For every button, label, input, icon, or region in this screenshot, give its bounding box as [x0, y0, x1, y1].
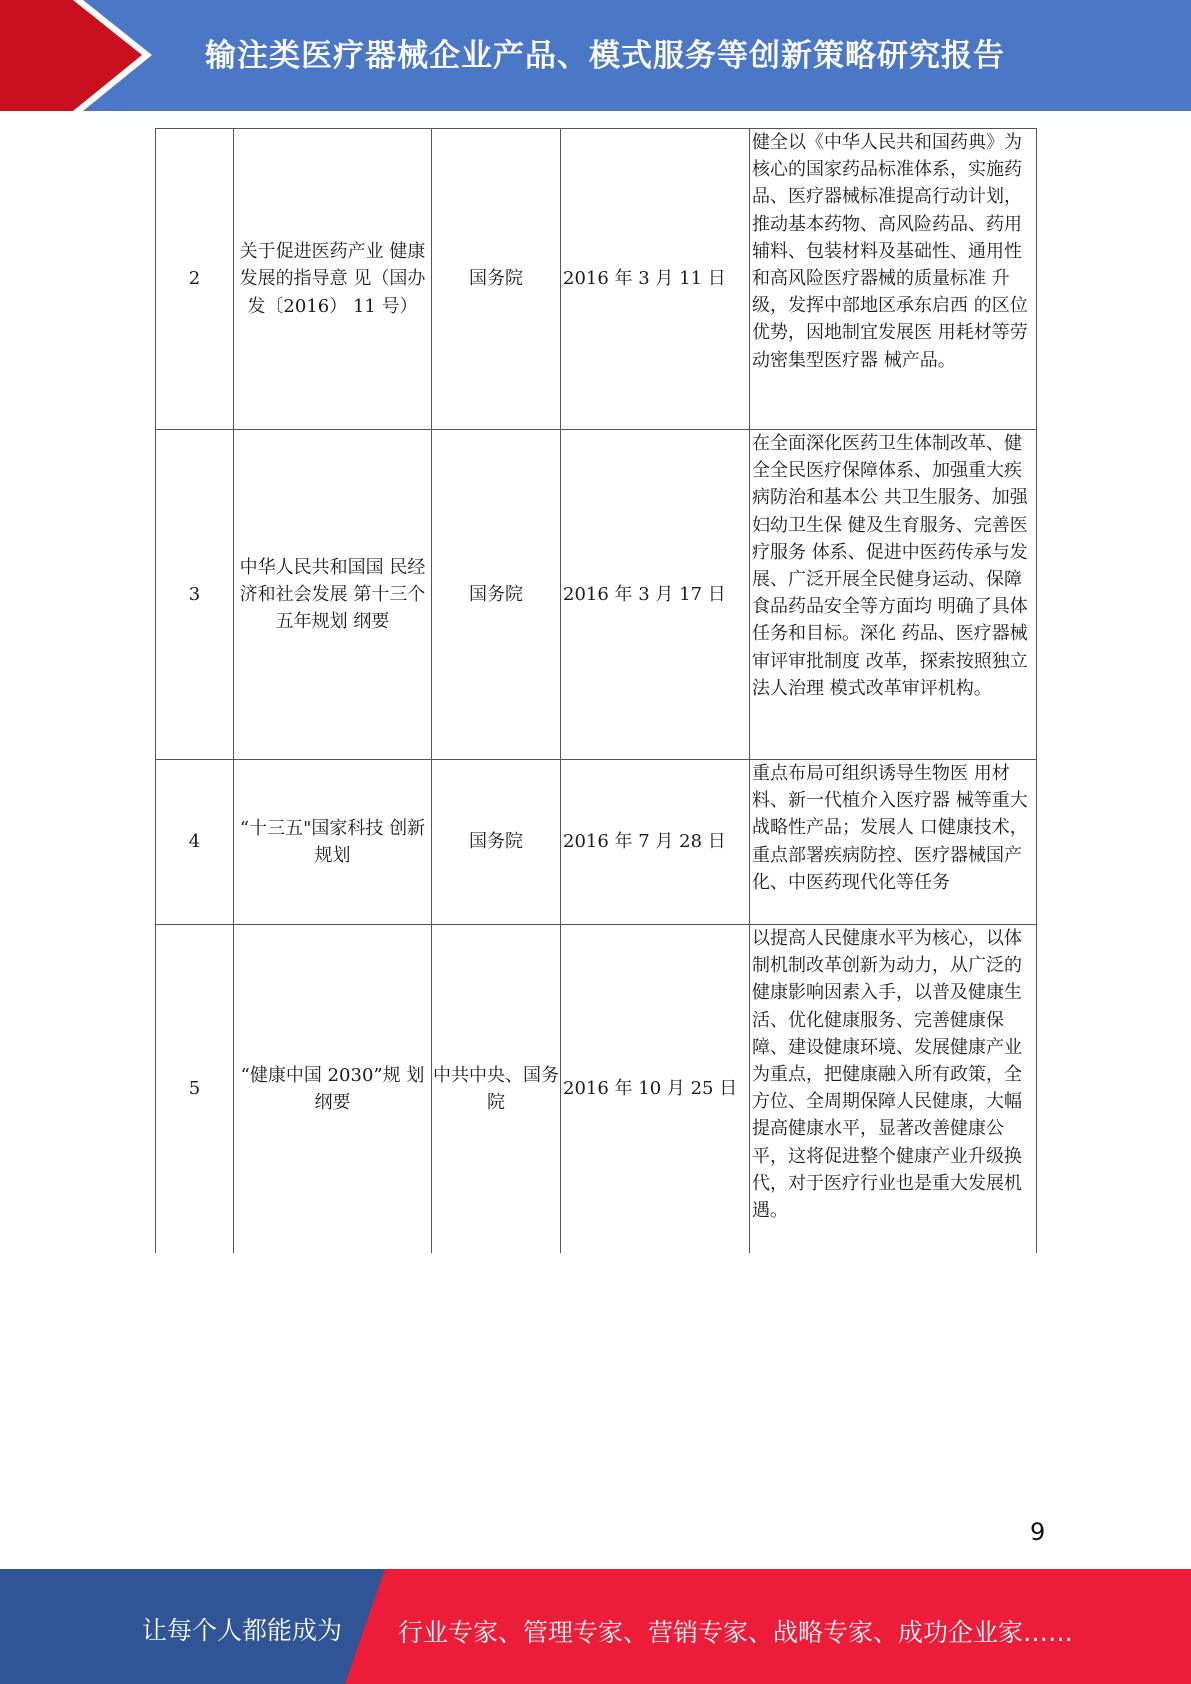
policy-name: 中华人民共和国国 民经济和社会发展 第十三个五年规划 纲要: [234, 430, 432, 760]
policy-name: 关于促进医药产业 健康发展的指导意 见（国办发〔2016） 11 号）: [234, 129, 432, 430]
page-footer: [0, 1569, 1191, 1684]
report-title: 输注类医疗器械企业产品、模式服务等创新策略研究报告: [205, 38, 1005, 74]
issue-date: 2016 年 7 月 28 日: [561, 760, 750, 925]
policy-content: 在全面深化医药卫生体制改革、健全全民医疗保障体系、加强重大疾病防治和基本公 共卫生服务、加强妇幼卫生保 健及生育服务、完善医疗服务 体系、促进中医药传承与发 展、广泛开展全民健身运动、保障食品药品安全等方面均 明确了具体任务和目标。深化 药品、医疗器械审评审批制度 改革，探索按照独立法人治理 模式改革审评机构。: [750, 430, 1037, 760]
page-number: 9: [1030, 1518, 1046, 1546]
header-red-chevron: [0, 0, 142, 111]
issuing-organization: 国务院: [432, 430, 561, 760]
policy-content: 健全以《中华人民共和国药典》为核心的国家药品标准体系，实施药品、医疗器械标准提高行动计划，推动基本药物、高风险药品、药用辅料、包装材料及基础性、通用性和高风险医疗器械的质量标准 升级，发挥中部地区承东启西 的区位优势，因地制宜发展医 用耗材等劳动密集型医疗器 械产品。: [750, 129, 1037, 430]
issue-date: 2016 年 10 月 25 日: [561, 925, 750, 1253]
policy-name: “十三五"国家科技 创新规划: [234, 760, 432, 925]
table-row: [156, 129, 1037, 430]
row-number: 5: [156, 925, 234, 1253]
policy-table: [155, 128, 1037, 1253]
policy-name: “健康中国 2030”规 划纲要: [234, 925, 432, 1253]
policy-content: 以提高人民健康水平为核心，以体制机制改革创新为动力，从广泛的健康影响因素入手，以普及健康生活、优化健康服务、完善健康保障、建设健康环境、发展健康产业为重点，把健康融入所有政策，全方位、全周期保障人民健康，大幅提高健康水平，显著改善健康公平，这将促进整个健康产业升级换代，对于医疗行业也是重大发展机遇。: [750, 925, 1037, 1253]
policy-content: 重点布局可组织诱导生物医 用材料、新一代植介入医疗器 械等重大战略性产品；发展人 口健康技术，重点部署疾病防控、医疗器械国产化、中医药现代化等任务: [750, 760, 1037, 925]
issuing-organization: 国务院: [432, 129, 561, 430]
table-row: [156, 925, 1037, 1253]
issue-date: 2016 年 3 月 17 日: [561, 430, 750, 760]
issuing-organization: 中共中央、国务院: [432, 925, 561, 1253]
row-number: 4: [156, 760, 234, 925]
issuing-organization: 国务院: [432, 760, 561, 925]
footer-slogan-right: 行业专家、管理专家、营销专家、战略专家、成功企业家……: [398, 1618, 1074, 1647]
footer-slogan-left: 让每个人都能成为: [142, 1616, 343, 1645]
table-row: [156, 760, 1037, 925]
page-header: [0, 0, 1191, 111]
row-number: 2: [156, 129, 234, 430]
issue-date: 2016 年 3 月 11 日: [561, 129, 750, 430]
row-number: 3: [156, 430, 234, 760]
table-row: [156, 430, 1037, 760]
